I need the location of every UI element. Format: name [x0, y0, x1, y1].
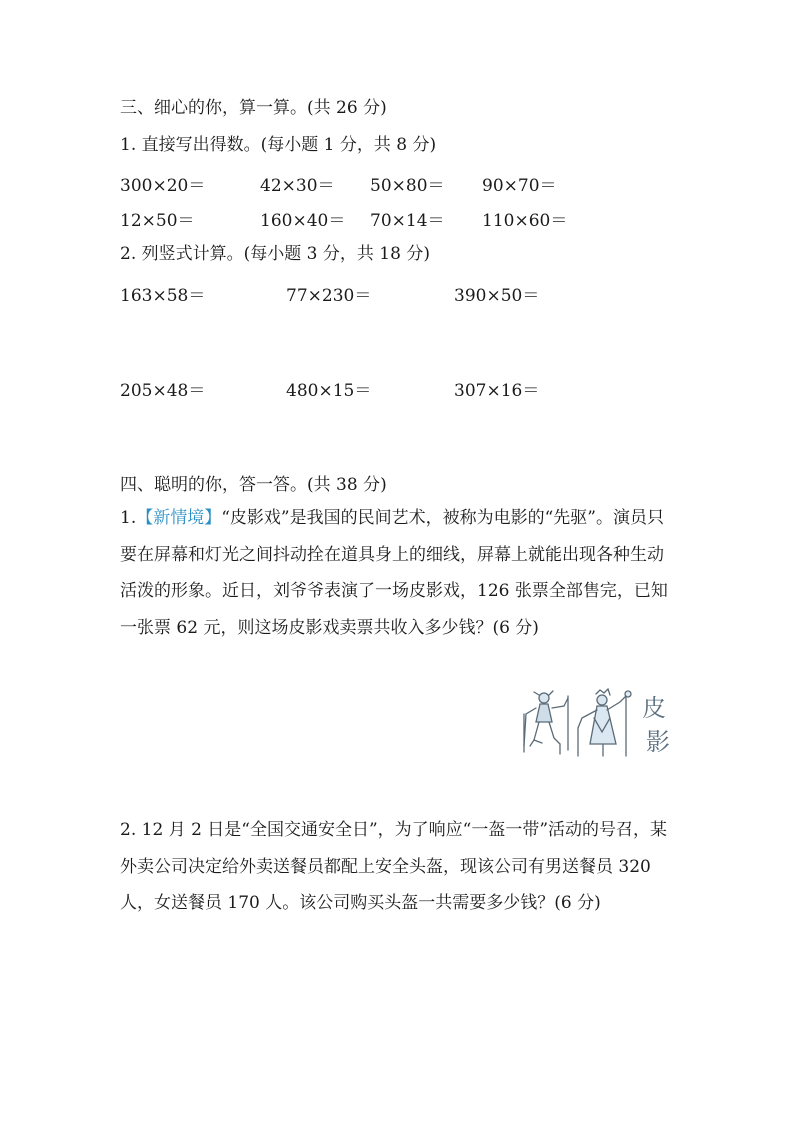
new-context-tag: 【新情境】 [136, 508, 222, 528]
oral-calc-item: 110×60＝ [482, 211, 568, 231]
vertical-calc-item: 163×58＝ [120, 286, 206, 306]
vertical-calc-item: 480×15＝ [286, 381, 372, 401]
oral-calc-item: 90×70＝ [482, 176, 557, 196]
oral-calc-item: 70×14＝ [370, 211, 445, 231]
vertical-calc-item: 205×48＝ [120, 381, 206, 401]
illustration-char: 皮 [642, 694, 666, 722]
problem-number: 1. [120, 508, 137, 528]
shadow-puppet-illustration [520, 688, 676, 760]
section3-heading: 三、细心的你，算一算。(共 26 分) [120, 98, 387, 118]
illustration-char: 影 [646, 728, 670, 756]
shadow-puppet-icon [520, 688, 676, 760]
oral-calc-item: 160×40＝ [260, 211, 346, 231]
word-problem-1 [120, 500, 676, 646]
oral-calc-item: 50×80＝ [370, 176, 445, 196]
q2-title: 2. 列竖式计算。(每小题 3 分，共 18 分) [120, 244, 430, 264]
oral-calc-item: 300×20＝ [120, 176, 206, 196]
word-problem-2: 2. 12 月 2 日是“全国交通安全日”，为了响应“一盔一带”活动的号召，某外卖公司决定给外卖送餐员都配上安全头盔，现该公司有男送餐员 320 人，女送餐员 170 人。该公司购买头盔一共需要多少钱？(6 分) [120, 820, 668, 913]
section4-heading: 四、聪明的你，答一答。(共 38 分) [120, 475, 387, 495]
vertical-calc-item: 390×50＝ [454, 286, 540, 306]
vertical-calc-item: 77×230＝ [286, 286, 372, 306]
oral-calc-item: 12×50＝ [120, 211, 195, 231]
vertical-calc-item: 307×16＝ [454, 381, 540, 401]
problem-text: “皮影戏”是我国的民间艺术，被称为电影的“先驱”。演员只要在屏幕和灯光之间抖动拴在道具身上的细线，屏幕上就能出现各种生动活泼的形象。近日，刘爷爷表演了一场皮影戏，126 张票全部售完，已知一张票 62 元，则这场皮影戏卖票共收入多少钱？(6 分) [120, 508, 668, 638]
q1-title: 1. 直接写出得数。(每小题 1 分，共 8 分) [120, 135, 437, 155]
oral-calc-item: 42×30＝ [260, 176, 335, 196]
